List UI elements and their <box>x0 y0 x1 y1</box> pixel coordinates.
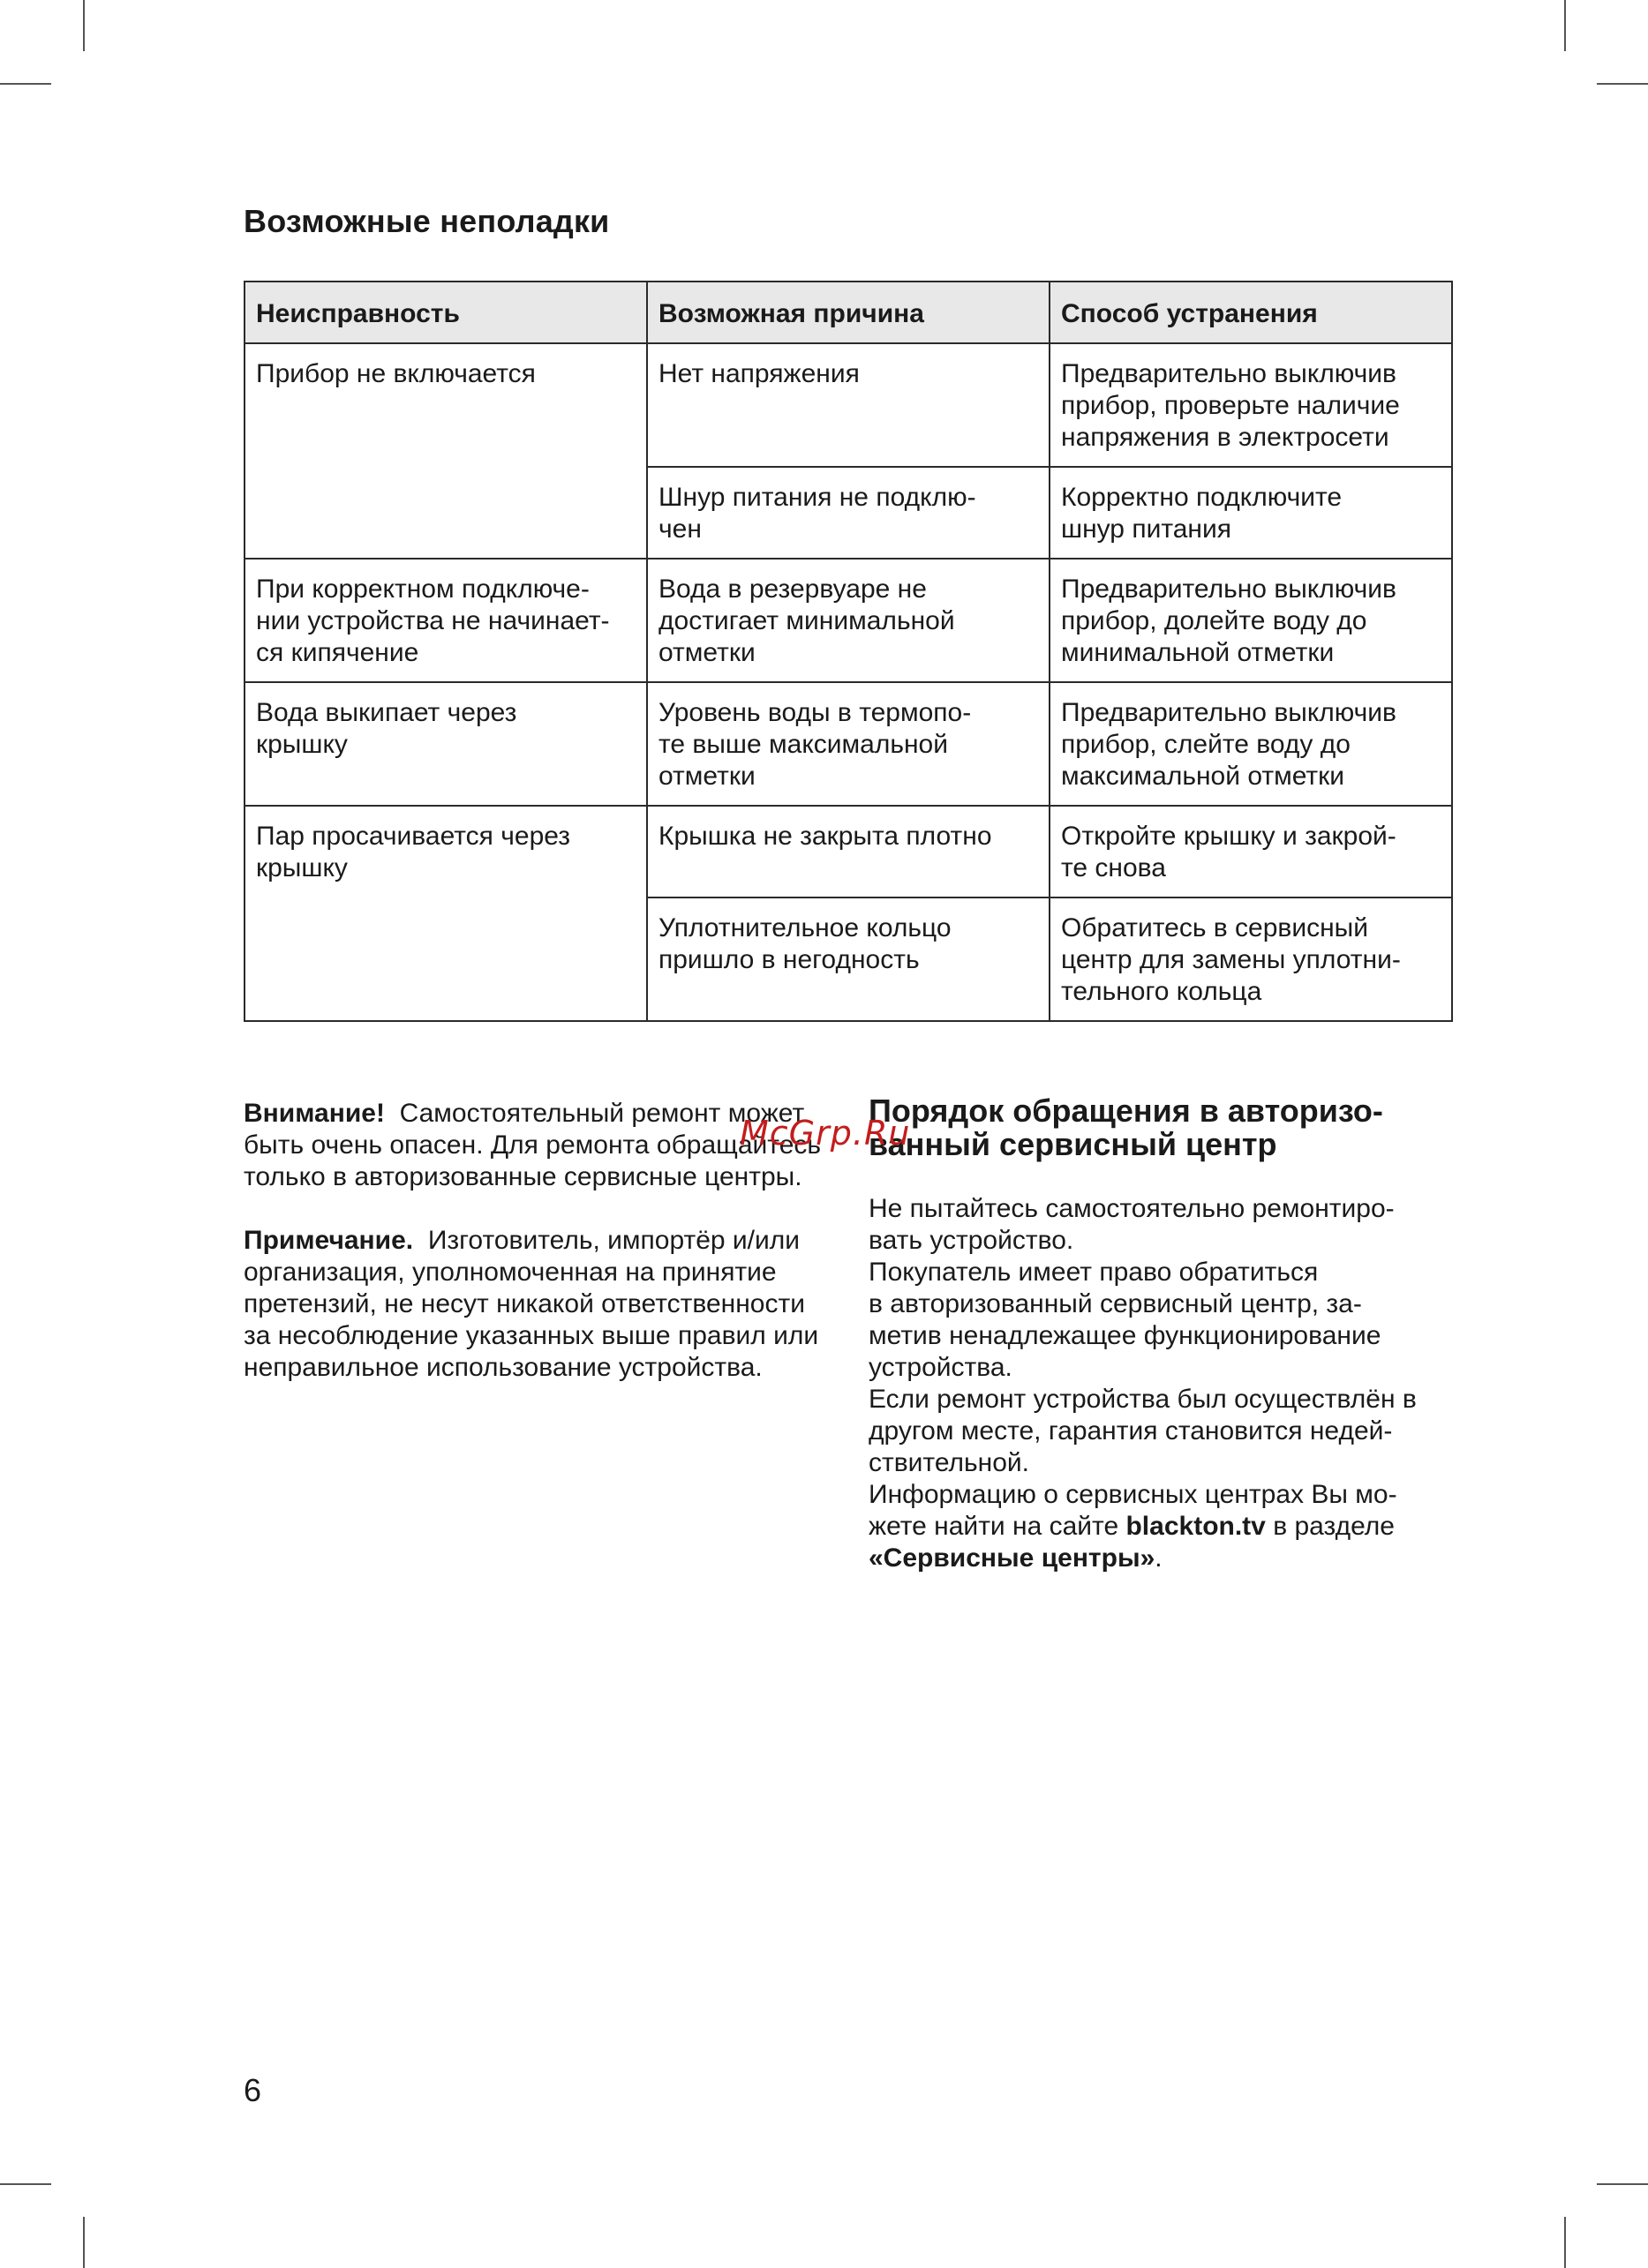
table-row <box>245 559 1452 682</box>
cause-cell: Уплотнительное кольцо пришло в негодность <box>647 897 1050 1021</box>
watermark: McGrp.Ru <box>740 1114 911 1153</box>
fix-cell: Откройте крышку и закрой- те снова <box>1050 806 1452 897</box>
header-cause: Возможная причина <box>647 282 1050 343</box>
cause-cell: Вода в резервуаре не достигает минимальной отметки <box>647 559 1050 682</box>
crop-mark <box>1597 83 1648 85</box>
crop-mark <box>1564 2217 1566 2268</box>
fault-cell: Пар просачивается через крышку <box>245 806 647 1021</box>
service-paragraph <box>869 1479 1455 1574</box>
website-link[interactable]: blackton.tv <box>1125 1512 1266 1541</box>
header-fault: Неисправность <box>245 282 647 343</box>
cause-cell: Нет напряжения <box>647 343 1050 467</box>
table-row <box>245 682 1452 806</box>
crop-mark <box>1597 2183 1648 2185</box>
table-row <box>245 806 1452 897</box>
warning-lead: Внимание! <box>244 1099 385 1128</box>
service-paragraph: Если ремонт устройства был осуществлён в другом месте, гарантия становится недей- ствительной. <box>869 1385 1417 1477</box>
fault-cell: Прибор не включается <box>245 343 647 559</box>
cause-cell: Уровень воды в термопо- те выше максимальной отметки <box>647 682 1050 806</box>
crop-mark <box>0 83 51 85</box>
fix-cell: Предварительно выключив прибор, проверьте наличие напряжения в электросети <box>1050 343 1452 467</box>
page-number: 6 <box>244 2072 262 2108</box>
service-section-name: «Сервисные центры» <box>869 1543 1155 1573</box>
fault-cell: При корректном подключе- нии устройства не начинает- ся кипячение <box>245 559 647 682</box>
fix-cell: Обратитесь в сервисный центр для замены уплотни- тельного кольца <box>1050 897 1452 1021</box>
note-text: Изготовитель, импортёр и/или организация, уполномоченная на принятие претензий, не несут никакой ответственности за несоблюдение указанных выше правил или неправильное использование устройства. <box>244 1226 819 1382</box>
service-paragraph: Покупатель имеет право обратиться в авторизованный сервисный центр, за- метив ненадлежащее функционирование устройства. <box>869 1258 1381 1382</box>
fix-cell: Предварительно выключив прибор, слейте воду до максимальной отметки <box>1050 682 1452 806</box>
crop-mark <box>83 2217 85 2268</box>
crop-mark <box>83 0 85 51</box>
cause-cell: Крышка не закрыта плотно <box>647 806 1050 897</box>
service-text: . <box>1155 1543 1163 1573</box>
troubleshooting-table <box>244 281 1453 1022</box>
service-heading: Порядок обращения в авторизо- ванный сервисный центр <box>869 1093 1383 1162</box>
service-column <box>869 1094 1455 1574</box>
table-row <box>245 343 1452 467</box>
page-title: Возможные неполадки <box>244 203 610 239</box>
fix-cell: Корректно подключите шнур питания <box>1050 467 1452 559</box>
cause-cell: Шнур питания не подклю- чен <box>647 467 1050 559</box>
warning-text: Самостоятельный ремонт может быть очень опасен. Для ремонта обращайтесь только в авторизованные сервисные центры. <box>244 1099 822 1191</box>
table-header-row <box>245 282 1452 343</box>
crop-mark <box>0 2183 51 2185</box>
fix-cell: Предварительно выключив прибор, долейте воду до минимальной отметки <box>1050 559 1452 682</box>
note-lead: Примечание. <box>244 1226 414 1255</box>
service-text: в разделе <box>1273 1512 1395 1541</box>
crop-mark <box>1564 0 1566 51</box>
header-fix: Способ устранения <box>1050 282 1452 343</box>
note-paragraph <box>244 1225 835 1384</box>
service-text: Информацию о сервисных центрах Вы мо- жете найти на сайте <box>869 1480 1397 1541</box>
fault-cell: Вода выкипает через крышку <box>245 682 647 806</box>
service-paragraph: Не пытайтесь самостоятельно ремонтиро- вать устройство. <box>869 1194 1395 1255</box>
